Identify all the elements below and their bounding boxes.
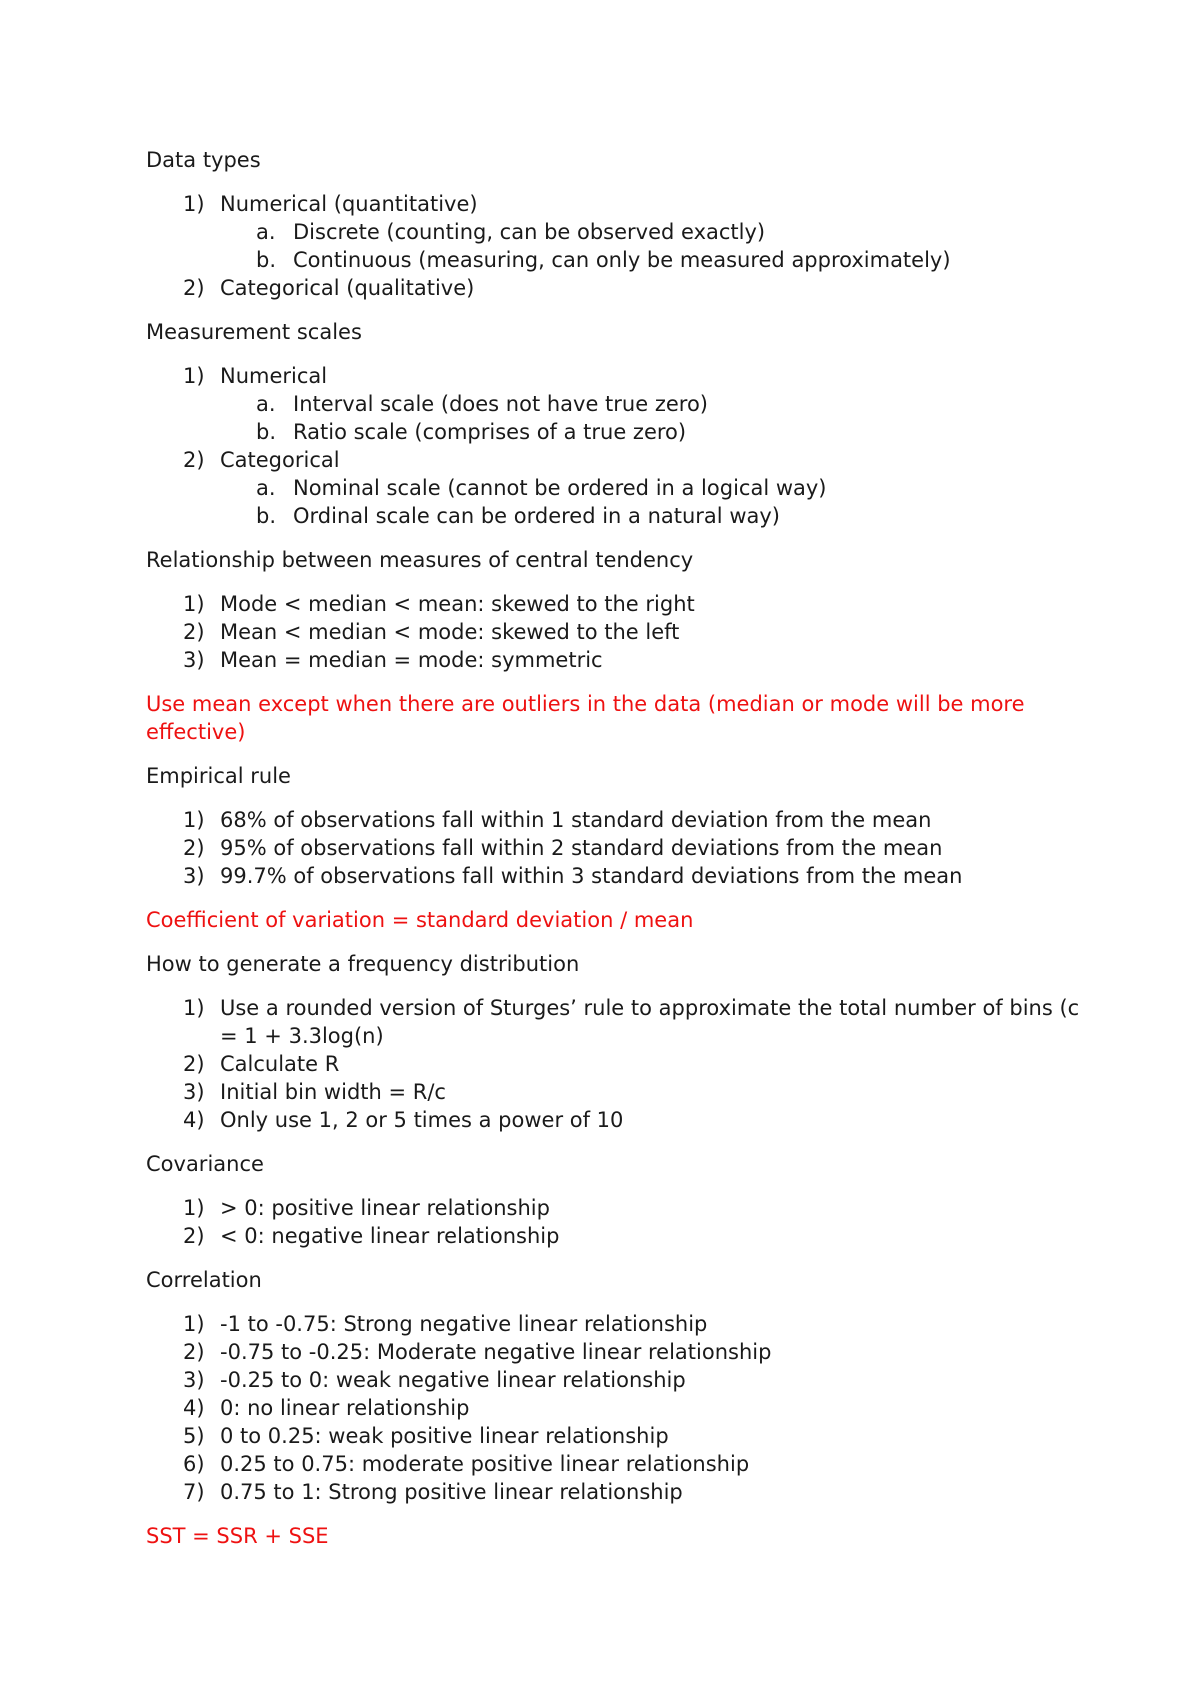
list-item bbox=[146, 994, 1086, 1050]
list-item bbox=[146, 1338, 1086, 1366]
list-number: 5) bbox=[183, 1424, 205, 1448]
list-number: 3) bbox=[183, 1368, 205, 1392]
list-item-text: Mean < median < mode: skewed to the left bbox=[220, 620, 680, 644]
list-central-tendency bbox=[146, 590, 1086, 674]
list-number: 3) bbox=[183, 1080, 205, 1104]
list-item bbox=[146, 1050, 1086, 1078]
list-item-text: Nominal scale (cannot be ordered in a logical way) bbox=[293, 476, 827, 500]
list-item-text: Use a rounded version of Sturges’ rule to approximate the total number of bins (c = 1 + 3.3log(n) bbox=[220, 996, 1080, 1048]
list-item bbox=[220, 390, 1086, 418]
list-number: 6) bbox=[183, 1452, 205, 1476]
note-mean-outliers: Use mean except when there are outliers in the data (median or mode will be more effective) bbox=[146, 692, 1025, 744]
heading-covariance: Covariance bbox=[146, 1152, 264, 1176]
sublist bbox=[220, 390, 1086, 446]
list-item bbox=[146, 274, 1086, 302]
list-number: 2) bbox=[183, 276, 205, 300]
list-item-text: 0: no linear relationship bbox=[220, 1396, 470, 1420]
list-number: 2) bbox=[183, 1340, 205, 1364]
document-page bbox=[146, 146, 1086, 1566]
list-item-text: 0 to 0.25: weak positive linear relationship bbox=[220, 1424, 669, 1448]
list-item-text: -0.75 to -0.25: Moderate negative linear relationship bbox=[220, 1340, 772, 1364]
list-item bbox=[146, 446, 1086, 530]
list-number: 1) bbox=[183, 364, 205, 388]
list-item bbox=[146, 1078, 1086, 1106]
list-item-text: 68% of observations fall within 1 standard deviation from the mean bbox=[220, 808, 932, 832]
list-item bbox=[146, 1106, 1086, 1134]
list-item bbox=[146, 1394, 1086, 1422]
list-correlation bbox=[146, 1310, 1086, 1506]
list-item bbox=[146, 646, 1086, 674]
list-item-text: Ratio scale (comprises of a true zero) bbox=[293, 420, 687, 444]
list-number: 3) bbox=[183, 648, 205, 672]
list-item bbox=[146, 590, 1086, 618]
list-item-text: Numerical (quantitative) bbox=[220, 192, 478, 216]
list-item-text: Categorical bbox=[220, 448, 340, 472]
list-item-text: Initial bin width = R/c bbox=[220, 1080, 446, 1104]
list-item bbox=[146, 1366, 1086, 1394]
list-number: 2) bbox=[183, 620, 205, 644]
list-item bbox=[146, 1478, 1086, 1506]
list-item-text: Discrete (counting, can be observed exactly) bbox=[293, 220, 766, 244]
list-item-text: -1 to -0.75: Strong negative linear relationship bbox=[220, 1312, 708, 1336]
list-item-text: Mode < median < mean: skewed to the right bbox=[220, 592, 695, 616]
list-number: 2) bbox=[183, 836, 205, 860]
list-item bbox=[146, 862, 1086, 890]
list-item bbox=[220, 418, 1086, 446]
list-number: 2) bbox=[183, 1052, 205, 1076]
list-letter: a. bbox=[256, 220, 276, 244]
list-letter: b. bbox=[256, 504, 277, 528]
list-number: 1) bbox=[183, 996, 205, 1020]
list-letter: a. bbox=[256, 392, 276, 416]
list-item-text: -0.25 to 0: weak negative linear relationship bbox=[220, 1368, 686, 1392]
sublist bbox=[220, 474, 1086, 530]
list-item-text: 95% of observations fall within 2 standard deviations from the mean bbox=[220, 836, 943, 860]
list-item bbox=[146, 1422, 1086, 1450]
list-item-text: 99.7% of observations fall within 3 standard deviations from the mean bbox=[220, 864, 963, 888]
note-coefficient-of-variation: Coefficient of variation = standard deviation / mean bbox=[146, 908, 694, 932]
list-item bbox=[146, 1222, 1086, 1250]
list-covariance bbox=[146, 1194, 1086, 1250]
list-item bbox=[220, 246, 1086, 274]
list-item bbox=[220, 474, 1086, 502]
list-item-text: Numerical bbox=[220, 364, 328, 388]
list-number: 2) bbox=[183, 448, 205, 472]
list-number: 1) bbox=[183, 1312, 205, 1336]
list-number: 2) bbox=[183, 1224, 205, 1248]
list-number: 3) bbox=[183, 864, 205, 888]
list-number: 1) bbox=[183, 592, 205, 616]
list-item bbox=[146, 806, 1086, 834]
list-item-text: 0.25 to 0.75: moderate positive linear relationship bbox=[220, 1452, 750, 1476]
heading-frequency-distribution: How to generate a frequency distribution bbox=[146, 952, 580, 976]
heading-data-types: Data types bbox=[146, 148, 261, 172]
list-number: 4) bbox=[183, 1396, 205, 1420]
heading-empirical-rule: Empirical rule bbox=[146, 764, 291, 788]
list-item bbox=[220, 218, 1086, 246]
list-item-text: Ordinal scale can be ordered in a natural way) bbox=[293, 504, 780, 528]
list-letter: b. bbox=[256, 248, 277, 272]
list-measurement-scales bbox=[146, 362, 1086, 530]
list-item bbox=[146, 1450, 1086, 1478]
list-number: 4) bbox=[183, 1108, 205, 1132]
list-item bbox=[146, 362, 1086, 446]
list-item-text: Categorical (qualitative) bbox=[220, 276, 475, 300]
list-number: 1) bbox=[183, 192, 205, 216]
list-item-text: > 0: positive linear relationship bbox=[220, 1196, 550, 1220]
list-item bbox=[146, 834, 1086, 862]
heading-central-tendency: Relationship between measures of central tendency bbox=[146, 548, 694, 572]
list-number: 7) bbox=[183, 1480, 205, 1504]
list-item-text: Only use 1, 2 or 5 times a power of 10 bbox=[220, 1108, 624, 1132]
list-number: 1) bbox=[183, 1196, 205, 1220]
list-data-types bbox=[146, 190, 1086, 302]
list-number: 1) bbox=[183, 808, 205, 832]
list-frequency-distribution bbox=[146, 994, 1086, 1134]
list-item-text: 0.75 to 1: Strong positive linear relationship bbox=[220, 1480, 683, 1504]
list-item bbox=[146, 190, 1086, 274]
note-sst-formula: SST = SSR + SSE bbox=[146, 1524, 329, 1548]
list-item bbox=[146, 618, 1086, 646]
list-item bbox=[220, 502, 1086, 530]
heading-correlation: Correlation bbox=[146, 1268, 262, 1292]
list-item-text: < 0: negative linear relationship bbox=[220, 1224, 560, 1248]
list-item-text: Mean = median = mode: symmetric bbox=[220, 648, 603, 672]
list-item-text: Calculate R bbox=[220, 1052, 340, 1076]
list-empirical-rule bbox=[146, 806, 1086, 890]
sublist bbox=[220, 218, 1086, 274]
list-item bbox=[146, 1194, 1086, 1222]
heading-measurement-scales: Measurement scales bbox=[146, 320, 362, 344]
list-item-text: Continuous (measuring, can only be measured approximately) bbox=[293, 248, 951, 272]
list-letter: a. bbox=[256, 476, 276, 500]
list-item-text: Interval scale (does not have true zero) bbox=[293, 392, 708, 416]
list-item bbox=[146, 1310, 1086, 1338]
list-letter: b. bbox=[256, 420, 277, 444]
